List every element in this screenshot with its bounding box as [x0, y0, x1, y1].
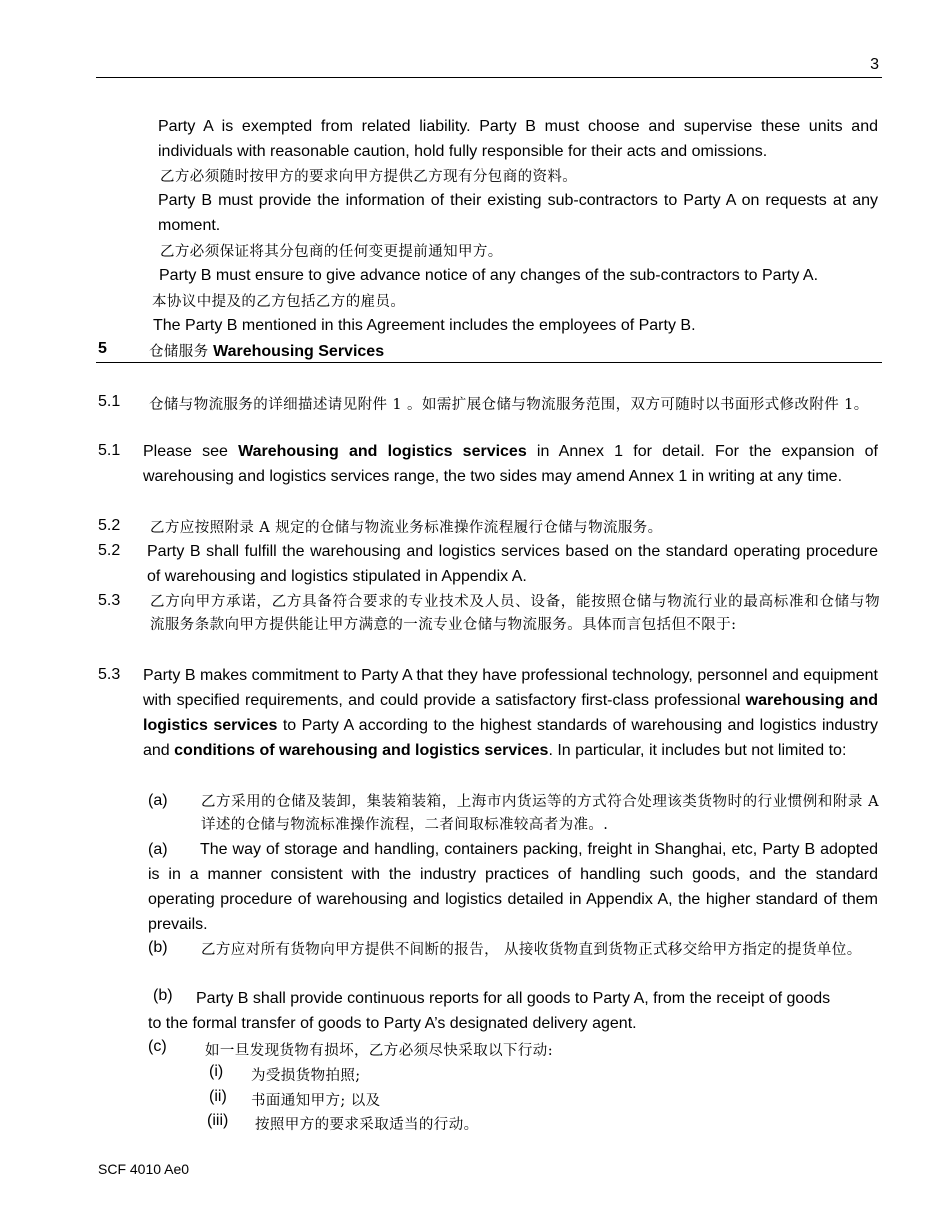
- item-c-label: (c): [148, 1038, 167, 1055]
- subitem-ii-label: (ii): [209, 1088, 227, 1105]
- continuation-paragraph-3-en: Party B must ensure to give advance notice of any changes of the sub-contractors to Party A.: [159, 267, 819, 284]
- clause-5-3-en-text-c: to Party A according to the highest standards of warehousing and logistics industry and: [143, 717, 878, 759]
- section-heading: [149, 340, 384, 361]
- subitem-iii-label: (iii): [207, 1112, 229, 1129]
- section-rule: [96, 362, 882, 363]
- item-b-en-line-2: to the formal transfer of goods to Party A’s designated delivery agent.: [148, 1015, 637, 1032]
- subitem-i-label: (i): [209, 1063, 224, 1080]
- subitem-i-zh: 为受损货物拍照;: [251, 1068, 361, 1084]
- section-number: 5: [98, 340, 107, 357]
- item-b-label-en: (b): [153, 987, 173, 1004]
- subitem-ii-zh: 书面通知甲方; 以及: [251, 1093, 381, 1109]
- clause-5-3-zh: 乙方向甲方承诺，乙方具备符合要求的专业技术及人员、设备，能按照仓储与物流行业的最高标准和仓储与物流服务条款向甲方提供能让甲方满意的一流专业仓储与物流服务。具体而言包括但不限于:: [150, 594, 880, 633]
- section-title-zh: 仓储服务: [149, 344, 209, 360]
- clause-5-1-en-text-a: Please see: [143, 443, 239, 460]
- continuation-paragraph-2-zh: 乙方必须随时按甲方的要求向甲方提供乙方现有分包商的资料。: [160, 169, 578, 185]
- clause-5-3-en-text-e: . In particular, it includes but not limited to:: [548, 742, 847, 759]
- item-a-label-zh: (a): [148, 792, 168, 809]
- section-title-en: Warehousing Services: [213, 343, 385, 360]
- clause-5-3-en: [143, 663, 878, 763]
- item-a-en: [148, 837, 878, 937]
- clause-5-2-number-zh: 5.2: [98, 517, 121, 534]
- clause-5-3-en-bold-2: conditions of warehousing and logistics services: [174, 742, 549, 759]
- clause-5-1-number-en: 5.1: [98, 442, 121, 459]
- clause-5-1-en-bold: Warehousing and logistics services: [238, 443, 527, 460]
- clause-5-2-number-en: 5.2: [98, 542, 121, 559]
- clause-5-1-en-text-c: in Annex 1 for detail. For the expansion of warehousing and logistics services range, the two sides may amend Annex 1 in writing at any time.: [143, 443, 878, 485]
- item-c-zh: 如一旦发现货物有损坏，乙方必须尽快采取以下行动:: [205, 1043, 553, 1059]
- clause-5-3-number-zh: 5.3: [98, 592, 121, 609]
- continuation-paragraph-1: Party A is exempted from related liability. Party B must choose and supervise these units and individuals with reasonable caution, hold fully responsible for their acts and omissions.: [158, 118, 878, 160]
- clause-5-3-en-bold-1: warehousing and logistics services: [143, 692, 878, 734]
- item-b-label-zh: (b): [148, 939, 168, 956]
- item-a-label-en: (a): [148, 841, 168, 858]
- document-code-footer: SCF 4010 Ae0: [98, 1161, 190, 1177]
- page-number: 3: [870, 56, 879, 73]
- item-a-en-text: The way of storage and handling, containers packing, freight in Shanghai, etc, Party B adopted is in a manner consistent with the industry practices of handling such goods, and the standard operating procedure of warehousing and logistics detailed in Appendix A, the higher standard of them prevails.: [148, 841, 878, 933]
- clause-5-2-zh: 乙方应按照附录 A 规定的仓储与物流业务标准操作流程履行仓储与物流服务。: [150, 520, 663, 536]
- item-b-en-line-1: Party B shall provide continuous reports for all goods to Party A, from the receipt of goods: [196, 990, 831, 1007]
- header-rule: [96, 77, 882, 78]
- continuation-paragraph-4-zh: 本协议中提及的乙方包括乙方的雇员。: [152, 294, 406, 310]
- clause-5-1-zh: 仓储与物流服务的详细描述请见附件 1 。如需扩展仓储与物流服务范围，双方可随时以书面形式修改附件 1。: [149, 397, 869, 413]
- clause-5-2-en: Party B shall fulfill the warehousing and logistics services based on the standard operating procedure of warehousing and logistics stipulated in Appendix A.: [147, 543, 878, 585]
- clause-5-1-number-zh: 5.1: [98, 393, 121, 410]
- item-b-zh: 乙方应对所有货物向甲方提供不间断的报告， 从接收货物直到货物正式移交给甲方指定的提货单位。: [201, 942, 862, 958]
- subitem-iii-zh: 按照甲方的要求采取适当的行动。: [255, 1117, 479, 1133]
- continuation-paragraph-4-en: The Party B mentioned in this Agreement includes the employees of Party B.: [153, 317, 696, 334]
- continuation-paragraph-2-en: Party B must provide the information of their existing sub-contractors to Party A on requests at any moment.: [158, 192, 878, 234]
- item-a-zh: 乙方采用的仓储及装卸，集装箱装箱，上海市内货运等的方式符合处理该类货物时的行业惯例和附录 A 详述的仓储与物流标准操作流程，二者间取标准较高者为准。.: [201, 794, 879, 833]
- clause-5-3-en-text-a: Party B makes commitment to Party A that they have professional technology, personnel and equipment with specified requirements, and could provide a satisfactory first-class professional: [143, 667, 878, 709]
- clause-5-3-number-en: 5.3: [98, 666, 121, 683]
- clause-5-1-en: [143, 439, 878, 489]
- continuation-paragraph-3-zh: 乙方必须保证将其分包商的任何变更提前通知甲方。: [160, 244, 503, 260]
